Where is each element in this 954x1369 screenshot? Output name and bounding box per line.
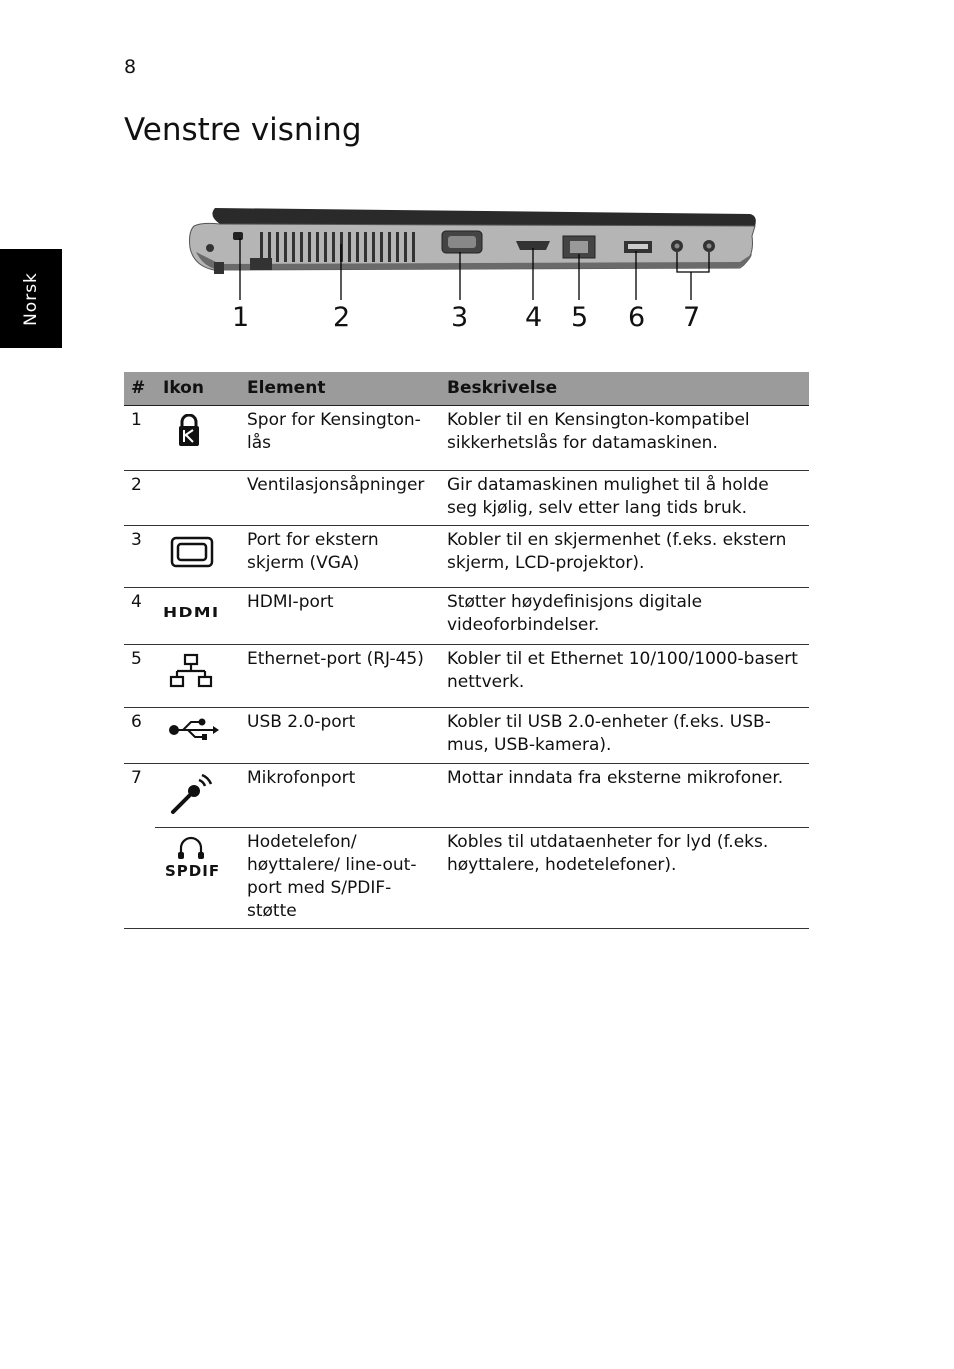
- page-number: 8: [124, 56, 137, 78]
- row-element: Ethernet-port (RJ-45): [241, 645, 441, 708]
- headphone-spdif-icon: [167, 836, 217, 860]
- callout-2: 2: [333, 302, 351, 333]
- row-description: Kobler til USB 2.0-enheter (f.eks. USB-mus, USB-kamera).: [441, 708, 809, 764]
- callout-6: 6: [628, 302, 646, 333]
- row-description: Støtter høydefinisjons digitale videoforbindelser.: [441, 588, 809, 645]
- callout-5: 5: [571, 302, 589, 333]
- header-description: Beskrivelse: [441, 372, 809, 406]
- row-description: Kobler til en Kensington-kompatibel sikkerhetslås for datamaskinen.: [441, 406, 809, 471]
- row-number: 5: [124, 645, 155, 708]
- table-row: [124, 406, 809, 471]
- row-number: [124, 828, 155, 929]
- language-tab-label: Norsk: [21, 271, 41, 326]
- kensington-lock-icon: [169, 414, 209, 448]
- table-row: [124, 708, 809, 764]
- callout-3: 3: [451, 302, 469, 333]
- hdmi-icon: HDMI: [163, 606, 220, 621]
- callout-7: 7: [683, 302, 701, 333]
- row-element: Mikrofonport: [241, 764, 441, 828]
- row-number: 4: [124, 588, 155, 645]
- row-number: 1: [124, 406, 155, 471]
- row-number: 3: [124, 526, 155, 588]
- row-number: 6: [124, 708, 155, 764]
- table-row: [124, 764, 809, 828]
- row-number: 7: [131, 768, 142, 788]
- header-icon: Ikon: [155, 372, 241, 406]
- row-element: Ventilasjonsåpninger: [241, 471, 441, 526]
- table-row: [124, 526, 809, 588]
- table-row: [124, 828, 809, 929]
- table-header-row: [124, 372, 809, 406]
- table-row: [124, 588, 809, 645]
- page-title: Venstre visning: [124, 112, 362, 148]
- laptop-left-side-illustration: [180, 196, 770, 346]
- row-element: Port for ekstern skjerm (VGA): [241, 526, 441, 588]
- spdif-label: SPDIF: [165, 862, 221, 880]
- row-description: Kobler til en skjermenhet (f.eks. ekstern skjerm, LCD-projektor).: [441, 526, 809, 588]
- row-element: Spor for Kensington-lås: [241, 406, 441, 471]
- table-row: [124, 471, 809, 526]
- usb-icon: [169, 716, 219, 744]
- language-tab: [0, 249, 62, 348]
- callout-4: 4: [525, 302, 543, 333]
- row-description: Kobles til utdataenheter for lyd (f.eks. høyttalere, hodetelefoner).: [441, 828, 809, 929]
- header-num: #: [124, 372, 155, 406]
- callout-1: 1: [232, 302, 250, 333]
- microphone-icon: [169, 772, 215, 816]
- row-description: Kobler til et Ethernet 10/100/1000-basert nettverk.: [441, 645, 809, 708]
- row-element: HDMI-port: [241, 588, 441, 645]
- row-number: 2: [124, 471, 155, 526]
- table-row: [124, 645, 809, 708]
- row-description: Mottar inndata fra eksterne mikrofoner.: [441, 764, 809, 828]
- row-description: Gir datamaskinen mulighet til å holde seg kjølig, selv etter lang tids bruk.: [441, 471, 809, 526]
- row-element: Hodetelefon/ høyttalere/ line-out-port med S/PDIF-støtte: [241, 828, 441, 929]
- header-element: Element: [241, 372, 441, 406]
- row-element: USB 2.0-port: [241, 708, 441, 764]
- ethernet-icon: [169, 653, 213, 689]
- vga-monitor-icon: [169, 534, 215, 570]
- ports-table: [124, 372, 809, 929]
